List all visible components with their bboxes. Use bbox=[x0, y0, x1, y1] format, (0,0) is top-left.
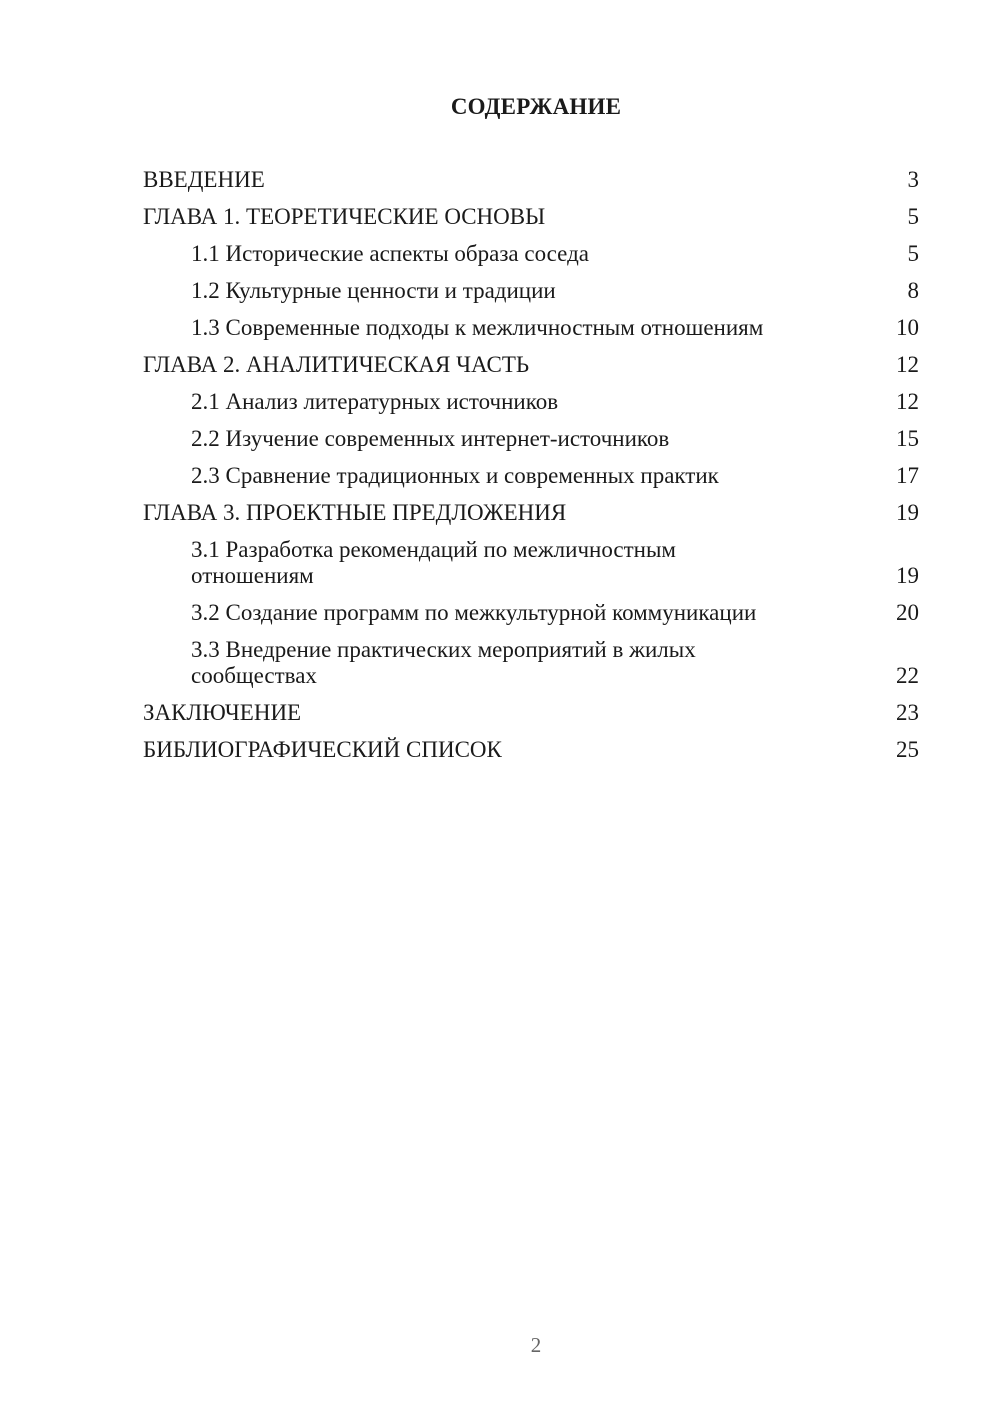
toc-entry-page: 12 bbox=[896, 389, 919, 414]
toc-entry-page: 10 bbox=[896, 315, 919, 340]
toc-entry-label: ЗАКЛЮЧЕНИЕ bbox=[143, 700, 302, 725]
toc-entry-section-3-2[interactable] bbox=[143, 600, 919, 626]
toc-entry-page: 3 bbox=[907, 167, 919, 192]
toc-entry-section-1-1[interactable] bbox=[143, 241, 919, 267]
toc-entry-page: 22 bbox=[896, 663, 919, 688]
toc-entry-page: 19 bbox=[896, 563, 919, 588]
toc-entry-page: 23 bbox=[896, 700, 919, 725]
toc-entry-label: 1.1 Исторические аспекты образа соседа bbox=[191, 241, 589, 266]
toc-entry-label: 3.1 Разработка рекомендаций по межличностным отношениям bbox=[191, 537, 676, 588]
toc-entry-bibliography[interactable] bbox=[143, 737, 919, 763]
toc-entry-label: ВВЕДЕНИЕ bbox=[143, 167, 265, 192]
toc-entry-introduction[interactable] bbox=[143, 167, 919, 193]
toc-entry-label: 2.1 Анализ литературных источников bbox=[191, 389, 559, 414]
toc-entry-page: 5 bbox=[907, 241, 919, 266]
toc-entry-page: 15 bbox=[896, 426, 919, 451]
toc-entry-conclusion[interactable] bbox=[143, 700, 919, 726]
toc-entry-section-2-2[interactable] bbox=[143, 426, 919, 452]
toc-entry-page: 25 bbox=[896, 737, 919, 762]
toc-entry-page: 12 bbox=[896, 352, 919, 377]
toc-entry-label: БИБЛИОГРАФИЧЕСКИЙ СПИСОК bbox=[143, 737, 502, 762]
toc-entry-page: 5 bbox=[907, 204, 919, 229]
toc-entry-page: 20 bbox=[896, 600, 919, 625]
toc-entry-page: 8 bbox=[907, 278, 919, 303]
toc-entry-section-2-3[interactable] bbox=[143, 463, 919, 489]
toc-entry-label: 2.3 Сравнение традиционных и современных практик bbox=[191, 463, 719, 488]
toc-entry-label: 1.2 Культурные ценности и традиции bbox=[191, 278, 556, 303]
toc-entry-chapter-1[interactable] bbox=[143, 204, 919, 230]
toc-entry-section-3-1[interactable] bbox=[143, 537, 919, 589]
toc-entry-label: 1.3 Современные подходы к межличностным отношениям bbox=[191, 315, 764, 340]
toc-entry-page: 17 bbox=[896, 463, 919, 488]
toc-entry-section-1-2[interactable] bbox=[143, 278, 919, 304]
toc-entry-label: ГЛАВА 2. АНАЛИТИЧЕСКАЯ ЧАСТЬ bbox=[143, 352, 530, 377]
toc-entry-section-1-3[interactable] bbox=[143, 315, 919, 341]
toc-entry-label: 3.2 Создание программ по межкультурной коммуникации bbox=[191, 600, 757, 625]
toc-entry-chapter-2[interactable] bbox=[143, 352, 919, 378]
page-title: СОДЕРЖАНИЕ bbox=[450, 94, 622, 119]
page-number: 2 bbox=[530, 1333, 542, 1357]
toc-entry-section-3-3[interactable] bbox=[143, 637, 919, 689]
toc-entry-label: 3.3 Внедрение практических мероприятий в жилых сообществах bbox=[191, 637, 696, 688]
table-of-contents bbox=[143, 167, 919, 774]
toc-entry-chapter-3[interactable] bbox=[143, 500, 919, 526]
toc-entry-label: ГЛАВА 1. ТЕОРЕТИЧЕСКИЕ ОСНОВЫ bbox=[143, 204, 546, 229]
toc-entry-section-2-1[interactable] bbox=[143, 389, 919, 415]
toc-entry-page: 19 bbox=[896, 500, 919, 525]
toc-entry-label: ГЛАВА 3. ПРОЕКТНЫЕ ПРЕДЛОЖЕНИЯ bbox=[143, 500, 567, 525]
toc-entry-label: 2.2 Изучение современных интернет-источников bbox=[191, 426, 670, 451]
